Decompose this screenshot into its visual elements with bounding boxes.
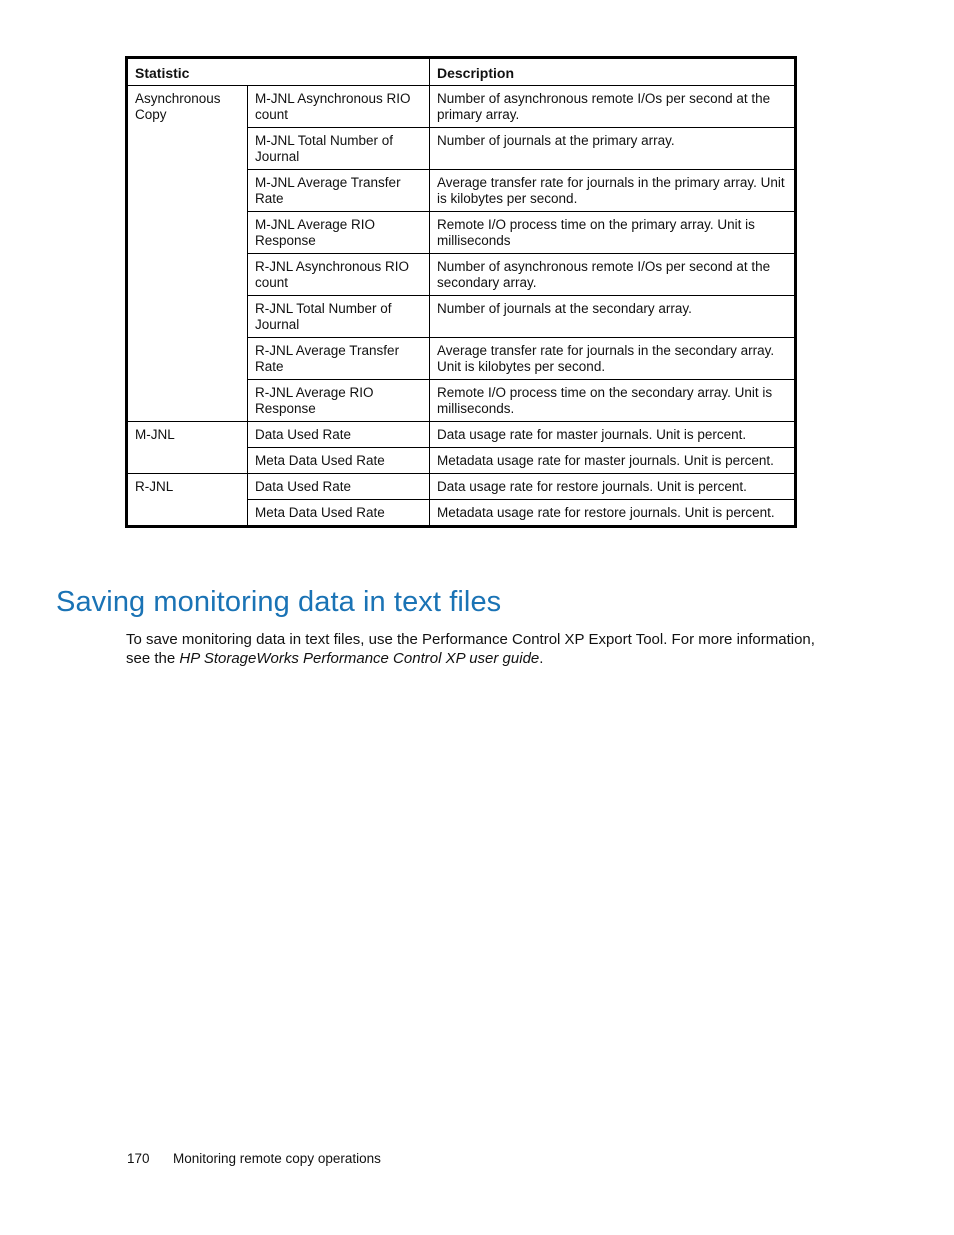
statistic-cell: Data Used Rate — [248, 422, 430, 448]
table-body — [127, 86, 796, 527]
table-row — [127, 474, 796, 500]
statistic-cell: R-JNL Asynchronous RIO count — [248, 254, 430, 296]
statistic-cell: Meta Data Used Rate — [248, 500, 430, 527]
statistic-cell: M-JNL Average Transfer Rate — [248, 170, 430, 212]
description-cell: Remote I/O process time on the primary array. Unit is milliseconds — [430, 212, 796, 254]
description-cell: Number of asynchronous remote I/Os per second at the primary array. — [430, 86, 796, 128]
statistic-cell: M-JNL Total Number of Journal — [248, 128, 430, 170]
description-cell: Number of asynchronous remote I/Os per second at the secondary array. — [430, 254, 796, 296]
chapter-title: Monitoring remote copy operations — [173, 1151, 381, 1166]
section-paragraph — [126, 631, 826, 668]
group-name-cell: R-JNL — [127, 474, 248, 527]
description-cell: Remote I/O process time on the secondary array. Unit is milliseconds. — [430, 380, 796, 422]
table-row — [127, 86, 796, 128]
header-description: Description — [430, 58, 796, 86]
group-name-cell: Asynchronous Copy — [127, 86, 248, 422]
statistic-cell: R-JNL Average RIO Response — [248, 380, 430, 422]
page-number: 170 — [127, 1151, 150, 1166]
description-cell: Data usage rate for master journals. Unit is percent. — [430, 422, 796, 448]
paragraph-text: To save monitoring data in text files, use the Performance Control XP Export Tool. For more information, see the — [126, 631, 815, 667]
statistic-cell: M-JNL Average RIO Response — [248, 212, 430, 254]
statistic-cell: Data Used Rate — [248, 474, 430, 500]
description-cell: Average transfer rate for journals in the secondary array. Unit is kilobytes per second. — [430, 338, 796, 380]
header-statistic: Statistic — [127, 58, 430, 86]
description-cell: Number of journals at the primary array. — [430, 128, 796, 170]
paragraph-end: . — [539, 649, 544, 667]
description-cell: Metadata usage rate for master journals. Unit is percent. — [430, 448, 796, 474]
description-cell: Data usage rate for restore journals. Unit is percent. — [430, 474, 796, 500]
statistic-cell: R-JNL Average Transfer Rate — [248, 338, 430, 380]
statistic-cell: Meta Data Used Rate — [248, 448, 430, 474]
statistic-cell: M-JNL Asynchronous RIO count — [248, 86, 430, 128]
table-header-row — [127, 58, 796, 86]
statistic-cell: R-JNL Total Number of Journal — [248, 296, 430, 338]
description-cell: Average transfer rate for journals in the primary array. Unit is kilobytes per second. — [430, 170, 796, 212]
statistics-table — [125, 56, 797, 528]
description-cell: Metadata usage rate for restore journals. Unit is percent. — [430, 500, 796, 527]
page-footer — [127, 1151, 381, 1166]
group-name-cell: M-JNL — [127, 422, 248, 474]
description-cell: Number of journals at the secondary array. — [430, 296, 796, 338]
guide-title: HP StorageWorks Performance Control XP user guide — [179, 649, 540, 667]
section-heading: Saving monitoring data in text files — [56, 586, 502, 618]
table-row — [127, 422, 796, 448]
